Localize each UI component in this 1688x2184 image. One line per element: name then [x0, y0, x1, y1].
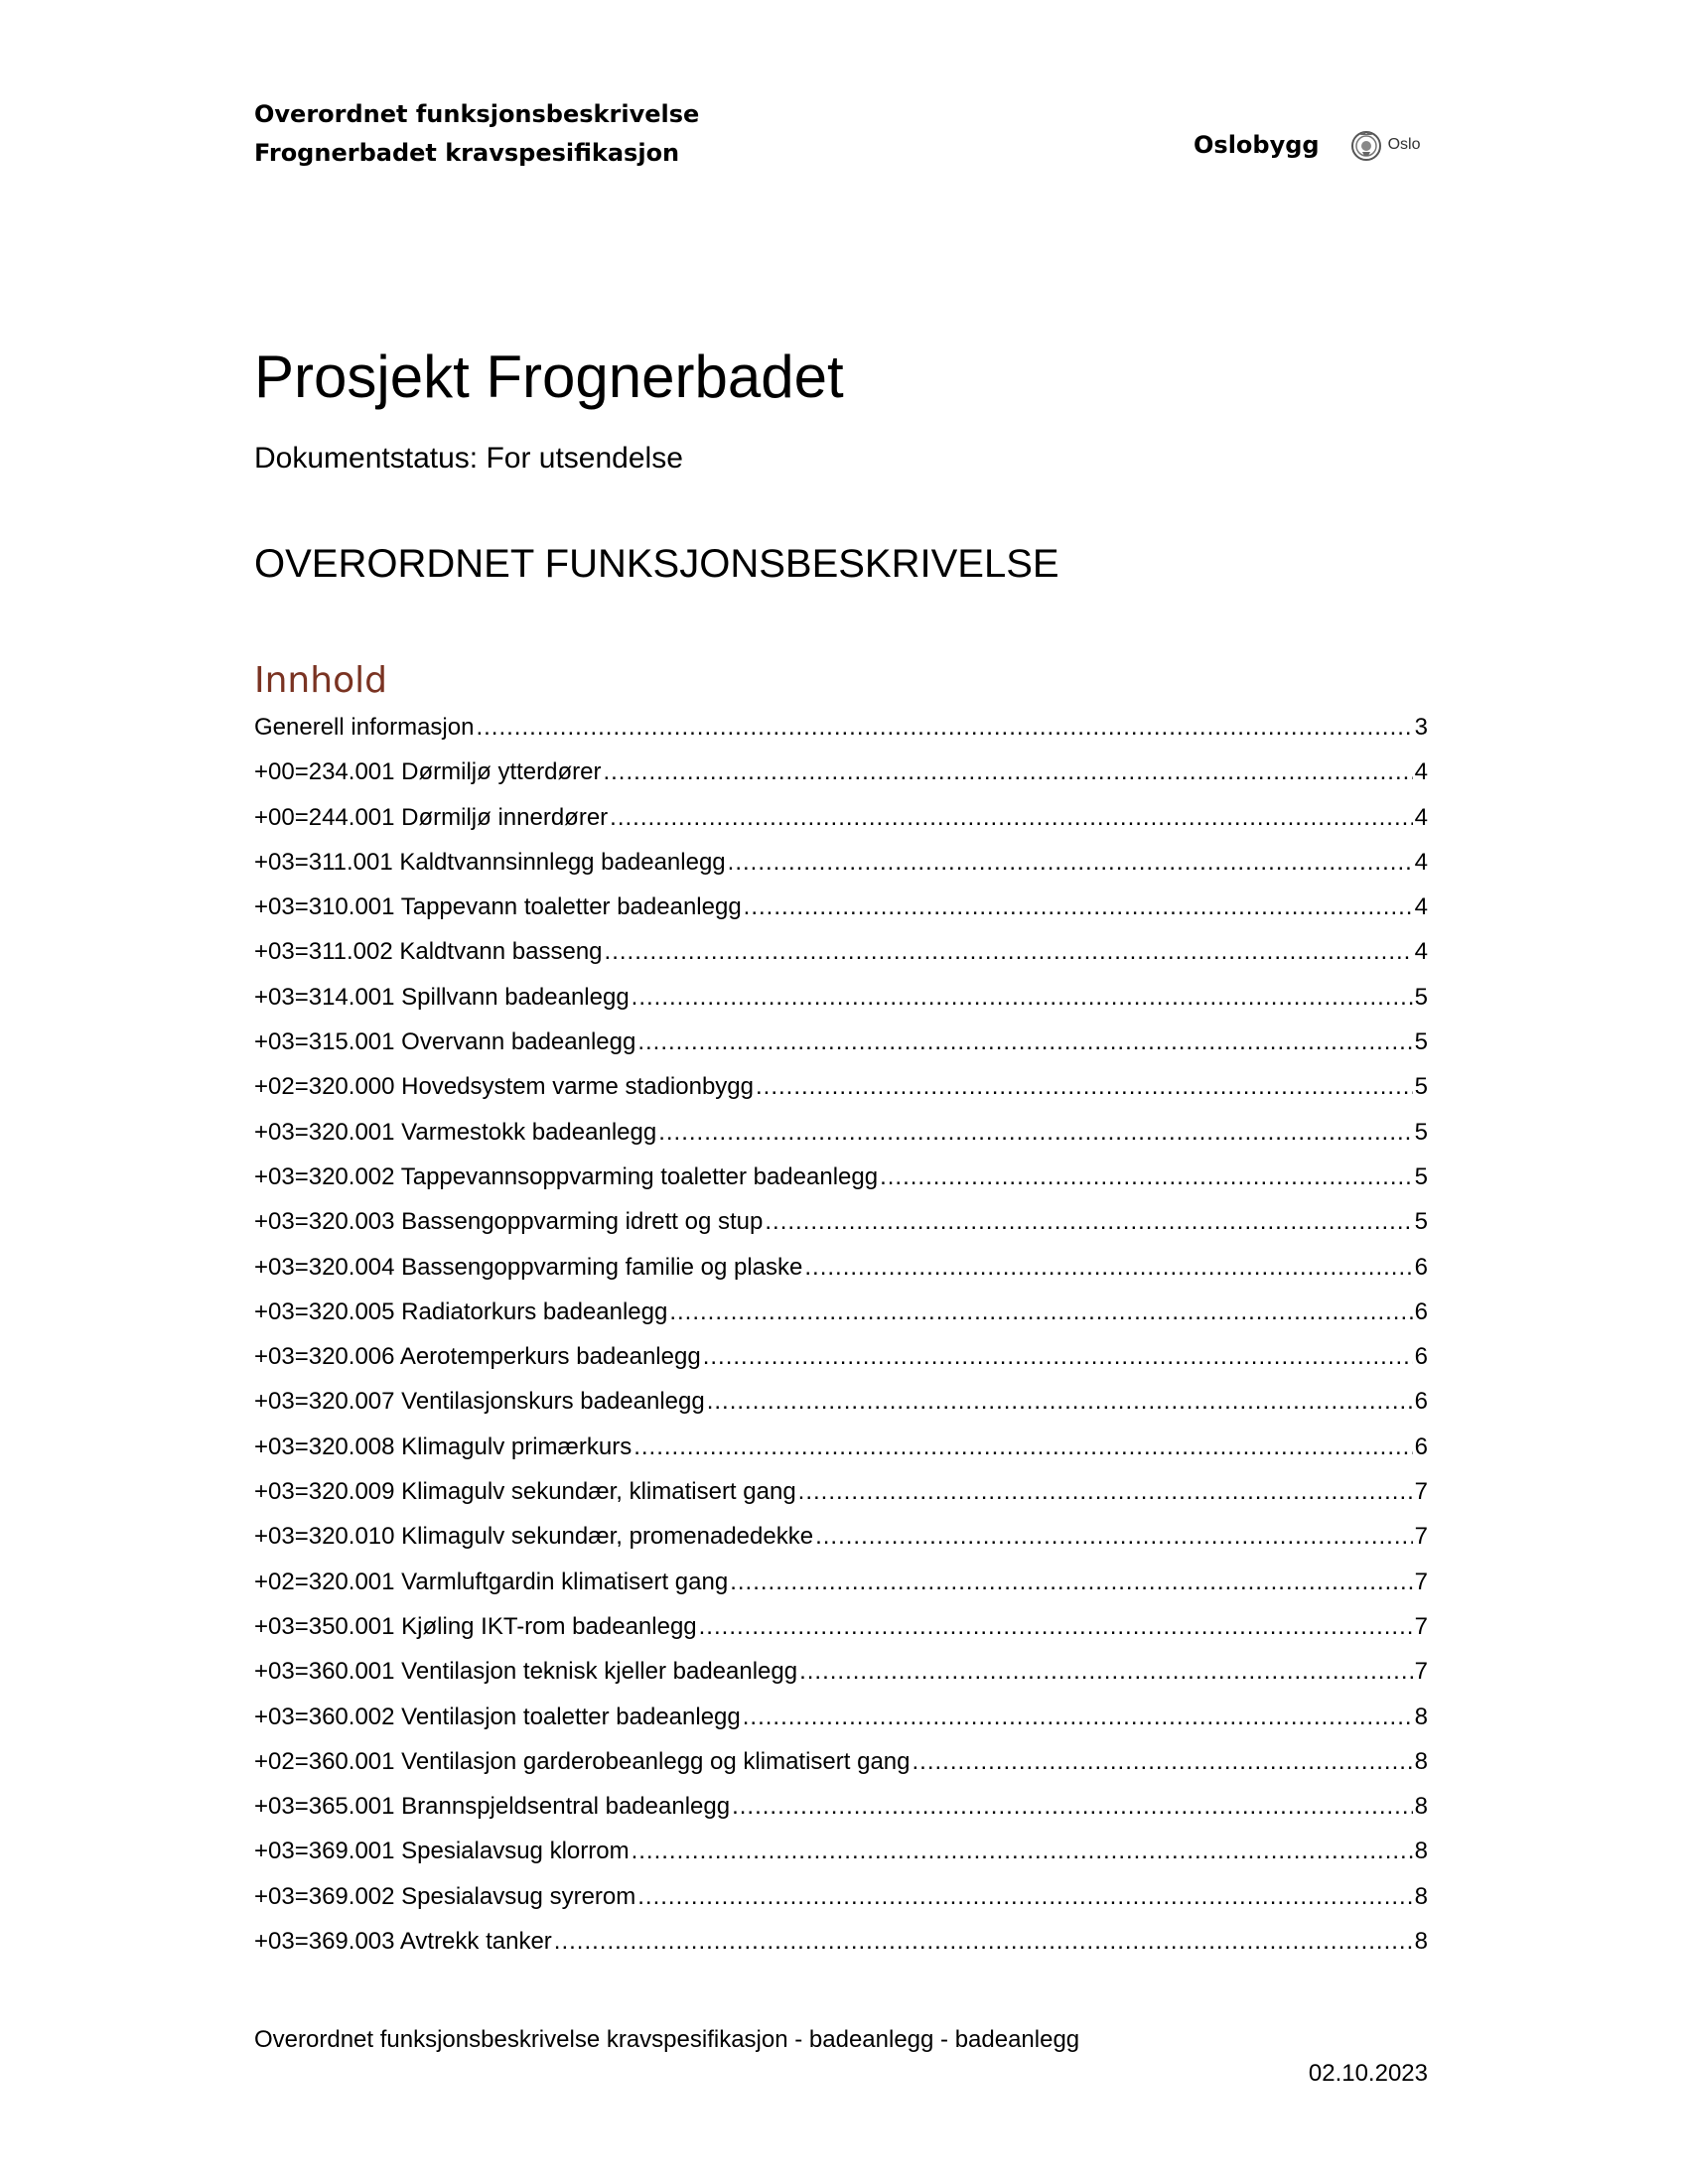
toc-dot-leader: [637, 1020, 1412, 1064]
toc-entry[interactable]: [254, 975, 1428, 1020]
toc-entry[interactable]: [254, 1874, 1428, 1919]
toc-entry[interactable]: [254, 929, 1428, 974]
brand-name: Oslobygg: [1194, 131, 1320, 159]
toc-entry-page[interactable]: 6: [1414, 1388, 1428, 1416]
toc-dot-leader: [605, 929, 1413, 974]
toc-dot-leader: [476, 705, 1412, 750]
toc-entry-page[interactable]: 8: [1414, 1703, 1428, 1730]
toc-dot-leader: [554, 1919, 1413, 1964]
toc-entry-title[interactable]: +02=320.000 Hovedsystem varme stadionbygg: [254, 1073, 754, 1101]
toc-entry[interactable]: [254, 750, 1428, 794]
toc-entry[interactable]: [254, 1379, 1428, 1424]
toc-dot-leader: [633, 1425, 1412, 1469]
toc-entry-title[interactable]: +03=369.001 Spesialavsug klorrom: [254, 1838, 630, 1865]
toc-entry-title[interactable]: +00=234.001 Dørmiljø ytterdører: [254, 758, 602, 786]
toc-entry-title[interactable]: +02=360.001 Ventilasjon garderobeanlegg og klimatisert gang: [254, 1747, 911, 1775]
toc-entry-page[interactable]: 4: [1414, 848, 1428, 876]
table-of-contents: [254, 705, 1428, 1964]
toc-entry[interactable]: [254, 1695, 1428, 1739]
toc-entry-page[interactable]: 4: [1414, 758, 1428, 786]
toc-entry-page[interactable]: 7: [1414, 1523, 1428, 1551]
toc-entry-page[interactable]: 4: [1414, 803, 1428, 831]
toc-entry-page[interactable]: 5: [1414, 1208, 1428, 1236]
toc-entry[interactable]: [254, 1604, 1428, 1649]
toc-entry-title[interactable]: +03=320.010 Klimagulv sekundær, promenadedekke: [254, 1523, 814, 1551]
toc-dot-leader: [799, 1649, 1413, 1694]
toc-entry-title[interactable]: +03=320.002 Tappevannsoppvarming toaletter badeanlegg: [254, 1162, 879, 1190]
toc-entry[interactable]: [254, 1290, 1428, 1334]
toc-entry-page[interactable]: 5: [1414, 1073, 1428, 1101]
toc-entry[interactable]: [254, 1560, 1428, 1604]
header-line-2: Frognerbadet kravspesifikasjon: [254, 139, 680, 167]
toc-entry-page[interactable]: 7: [1414, 1478, 1428, 1506]
toc-entry-title[interactable]: +03=320.006 Aerotemperkurs badeanlegg: [254, 1343, 701, 1371]
toc-entry-page[interactable]: 8: [1414, 1882, 1428, 1910]
toc-entry-page[interactable]: 4: [1414, 938, 1428, 966]
toc-entry-page[interactable]: 4: [1414, 893, 1428, 921]
toc-entry-page[interactable]: 7: [1414, 1612, 1428, 1640]
toc-dot-leader: [707, 1379, 1413, 1424]
toc-entry-title[interactable]: +03=365.001 Brannspjeldsentral badeanlegg: [254, 1793, 731, 1821]
toc-entry[interactable]: [254, 1110, 1428, 1155]
document-status: Dokumentstatus: For utsendelse: [254, 442, 683, 475]
footer-date: 02.10.2023: [1308, 2060, 1428, 2087]
toc-entry-title[interactable]: +03=360.001 Ventilasjon teknisk kjeller badeanlegg: [254, 1658, 798, 1686]
toc-entry-title[interactable]: +02=320.001 Varmluftgardin klimatisert gang: [254, 1568, 729, 1595]
toc-entry-title[interactable]: Generell informasjon: [254, 714, 475, 741]
toc-dot-leader: [728, 840, 1413, 885]
toc-dot-leader: [699, 1604, 1413, 1649]
toc-entry-title[interactable]: +03=320.003 Bassengoppvarming idrett og stup: [254, 1208, 764, 1236]
toc-entry[interactable]: [254, 1829, 1428, 1873]
header-line-1: Overordnet funksjonsbeskrivelse: [254, 100, 700, 128]
toc-entry[interactable]: [254, 1199, 1428, 1244]
toc-entry[interactable]: [254, 1514, 1428, 1559]
toc-entry-title[interactable]: +03=311.002 Kaldtvann basseng: [254, 938, 603, 966]
toc-entry-page[interactable]: 5: [1414, 1028, 1428, 1056]
toc-dot-leader: [610, 795, 1412, 840]
toc-entry-title[interactable]: +03=320.001 Varmestokk badeanlegg: [254, 1118, 657, 1146]
toc-dot-leader: [765, 1199, 1412, 1244]
toc-entry-title[interactable]: +03=310.001 Tappevann toaletter badeanlegg: [254, 893, 742, 921]
toc-entry-page[interactable]: 8: [1414, 1793, 1428, 1821]
toc-dot-leader: [637, 1874, 1412, 1919]
toc-dot-leader: [669, 1290, 1412, 1334]
toc-dot-leader: [913, 1739, 1413, 1784]
toc-dot-leader: [815, 1514, 1413, 1559]
toc-entry-page[interactable]: 3: [1414, 714, 1428, 741]
toc-entry-page[interactable]: 5: [1414, 1162, 1428, 1190]
toc-dot-leader: [756, 1064, 1413, 1109]
toc-entry[interactable]: [254, 1425, 1428, 1469]
toc-entry-title[interactable]: +03=314.001 Spillvann badeanlegg: [254, 983, 630, 1011]
header-branding: [1194, 125, 1421, 165]
toc-entry-page[interactable]: 7: [1414, 1568, 1428, 1595]
toc-entry-page[interactable]: 8: [1414, 1928, 1428, 1956]
toc-entry-title[interactable]: +03=315.001 Overvann badeanlegg: [254, 1028, 636, 1056]
toc-dot-leader: [703, 1334, 1413, 1379]
toc-entry-title[interactable]: +03=369.002 Spesialavsug syrerom: [254, 1882, 636, 1910]
toc-entry[interactable]: [254, 1739, 1428, 1784]
toc-entry-page[interactable]: 7: [1414, 1658, 1428, 1686]
toc-entry[interactable]: [254, 705, 1428, 750]
toc-entry[interactable]: [254, 1784, 1428, 1829]
toc-heading: Innhold: [254, 660, 387, 701]
seal-caption: Oslo: [1387, 136, 1421, 153]
toc-dot-leader: [658, 1110, 1412, 1155]
toc-dot-leader: [632, 975, 1413, 1020]
toc-entry[interactable]: [254, 1469, 1428, 1514]
toc-entry-page[interactable]: 6: [1414, 1297, 1428, 1325]
toc-entry-title[interactable]: +03=360.002 Ventilasjon toaletter badeanlegg: [254, 1703, 741, 1730]
toc-entry[interactable]: [254, 1649, 1428, 1694]
toc-dot-leader: [880, 1155, 1413, 1199]
toc-entry[interactable]: [254, 1064, 1428, 1109]
toc-entry-title[interactable]: +00=244.001 Dørmiljø innerdører: [254, 803, 609, 831]
toc-dot-leader: [743, 1695, 1413, 1739]
running-header: [254, 95, 699, 173]
toc-dot-leader: [603, 750, 1412, 794]
toc-entry-title[interactable]: +03=320.008 Klimagulv primærkurs: [254, 1433, 633, 1460]
toc-entry[interactable]: [254, 1919, 1428, 1964]
oslo-city-seal-icon: [1349, 128, 1383, 162]
toc-entry-page[interactable]: 6: [1414, 1343, 1428, 1371]
toc-entry-page[interactable]: 5: [1414, 1118, 1428, 1146]
document-title: Prosjekt Frognerbadet: [254, 343, 844, 410]
toc-entry[interactable]: [254, 1334, 1428, 1379]
toc-entry-title[interactable]: +03=320.004 Bassengoppvarming familie og plaske: [254, 1253, 803, 1281]
toc-dot-leader: [730, 1560, 1412, 1604]
toc-entry[interactable]: [254, 795, 1428, 840]
toc-entry[interactable]: [254, 885, 1428, 929]
toc-dot-leader: [804, 1245, 1412, 1290]
toc-entry[interactable]: [254, 1020, 1428, 1064]
toc-entry-page[interactable]: 6: [1414, 1253, 1428, 1281]
footer-text: Overordnet funksjonsbeskrivelse kravspesifikasjon - badeanlegg - badeanlegg: [254, 2026, 1080, 2053]
toc-dot-leader: [798, 1469, 1413, 1514]
toc-entry-page[interactable]: 5: [1414, 983, 1428, 1011]
toc-dot-leader: [732, 1784, 1413, 1829]
toc-entry[interactable]: [254, 1155, 1428, 1199]
toc-entry[interactable]: [254, 1245, 1428, 1290]
toc-entry-title[interactable]: +03=320.005 Radiatorkurs badeanlegg: [254, 1297, 668, 1325]
toc-entry-title[interactable]: +03=320.009 Klimagulv sekundær, klimatisert gang: [254, 1478, 796, 1506]
toc-entry[interactable]: [254, 840, 1428, 885]
toc-entry-title[interactable]: +03=350.001 Kjøling IKT-rom badeanlegg: [254, 1612, 697, 1640]
toc-entry-page[interactable]: 8: [1414, 1838, 1428, 1865]
toc-entry-title[interactable]: +03=320.007 Ventilasjonskurs badeanlegg: [254, 1388, 705, 1416]
toc-entry-page[interactable]: 8: [1414, 1747, 1428, 1775]
toc-dot-leader: [632, 1829, 1413, 1873]
toc-dot-leader: [744, 885, 1413, 929]
toc-entry-title[interactable]: +03=311.001 Kaldtvannsinnlegg badeanlegg: [254, 848, 726, 876]
toc-entry-page[interactable]: 6: [1414, 1433, 1428, 1460]
toc-entry-title[interactable]: +03=369.003 Avtrekk tanker: [254, 1928, 552, 1956]
document-subtitle: OVERORDNET FUNKSJONSBESKRIVELSE: [254, 542, 1059, 586]
